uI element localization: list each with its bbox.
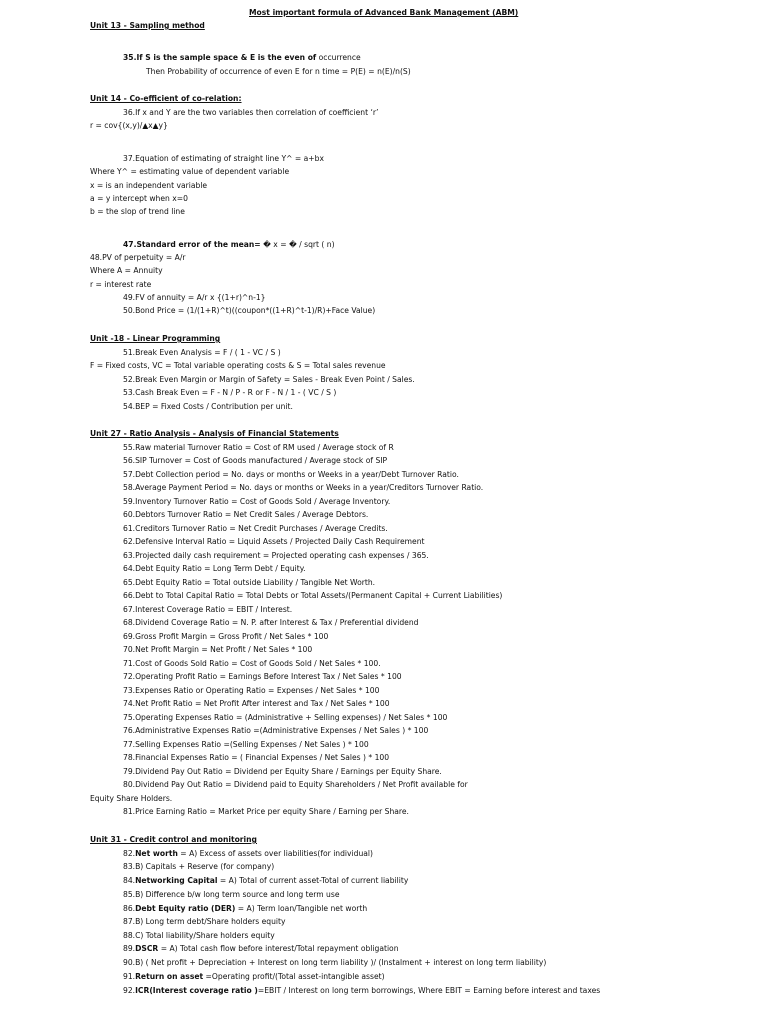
formula-58: 58.Average Payment Period = No. days or months or Weeks in a year/Creditors Turnover Ratio. — [123, 483, 484, 492]
unit-18-heading: Unit -18 - Linear Programming — [90, 334, 221, 343]
formula-92-bold: ICR(Interest coverage ratio ) — [135, 986, 258, 995]
formula-90: 90.B) ( Net profit + Depreciation + Interest on long term liability )/ (Instalment + interest on long term liability) — [123, 958, 547, 967]
unit-27-heading: Unit 27 - Ratio Analysis - Analysis of Financial Statements — [90, 429, 339, 438]
formula-71: 71.Cost of Goods Sold Ratio = Cost of Goods Sold / Net Sales * 100. — [123, 659, 381, 668]
formula-70: 70.Net Profit Margin = Net Profit / Net Sales * 100 — [123, 645, 313, 654]
formula-68: 68.Dividend Coverage Ratio = N. P. after Interest & Tax / Preferential dividend — [123, 618, 419, 627]
document-title: Most important formula of Advanced Bank Management (ABM) — [249, 8, 519, 17]
formula-72: 72.Operating Profit Ratio = Earnings Before Interest Tax / Net Sales * 100 — [123, 672, 402, 681]
formula-76: 76.Administrative Expenses Ratio =(Administrative Expenses / Net Sales ) * 100 — [123, 726, 429, 735]
formula-89-bold: DSCR — [135, 944, 159, 953]
formula-87: 87.B) Long term debt/Share holders equity — [123, 917, 286, 926]
formula-84 — [123, 876, 408, 886]
formula-63: 63.Projected daily cash requirement = Projected operating cash expenses / 365. — [123, 551, 429, 560]
formula-86-num: 86. — [123, 904, 136, 913]
unit-13-heading: Unit 13 - Sampling method — [90, 21, 205, 30]
formula-37-a: a = y intercept when x=0 — [90, 194, 188, 203]
formula-37: 37.Equation of estimating of straight line Y^ = a+bx — [123, 154, 324, 163]
formula-85: 85.B) Difference b/w long term source and long term use — [123, 890, 340, 899]
formula-48-where: Where A = Annuity — [90, 266, 163, 275]
formula-91-bold: Return on asset — [135, 972, 204, 981]
formula-35 — [123, 53, 361, 63]
formula-35-rest: occurrence — [316, 53, 361, 62]
formula-55: 55.Raw material Turnover Ratio = Cost of RM used / Average stock of R — [123, 443, 394, 452]
formula-37-b: b = the slop of trend line — [90, 207, 185, 216]
formula-73: 73.Expenses Ratio or Operating Ratio = Expenses / Net Sales * 100 — [123, 686, 380, 695]
formula-53: 53.Cash Break Even = F - N / P - R or F - N / 1 - ( VC / S ) — [123, 388, 337, 397]
formula-91 — [123, 972, 385, 982]
unit-14-heading: Unit 14 - Co-efficient of co-relation: — [90, 94, 242, 103]
formula-66: 66.Debt to Total Capital Ratio = Total Debts or Total Assets/(Permanent Capital + Current Liabilities) — [123, 591, 503, 600]
formula-74: 74.Net Profit Ratio = Net Profit After interest and Tax / Net Sales * 100 — [123, 699, 390, 708]
formula-91-num: 91. — [123, 972, 136, 981]
formula-86-bold: Debt Equity ratio (DER) — [135, 904, 236, 913]
formula-75: 75.Operating Expenses Ratio = (Administrative + Selling expenses) / Net Sales * 100 — [123, 713, 448, 722]
formula-47-rest: � x = � / sqrt ( n) — [260, 240, 335, 249]
formula-82-rest: = A) Excess of assets over liabilities(for individual) — [177, 849, 374, 858]
formula-54: 54.BEP = Fixed Costs / Contribution per unit. — [123, 402, 293, 411]
unit-31-heading: Unit 31 - Credit control and monitoring — [90, 835, 257, 844]
formula-67: 67.Interest Coverage Ratio = EBIT / Interest. — [123, 605, 293, 614]
formula-77: 77.Selling Expenses Ratio =(Selling Expenses / Net Sales ) * 100 — [123, 740, 369, 749]
formula-89-rest: = A) Total cash flow before interest/Total repayment obligation — [158, 944, 399, 953]
formula-35-detail: Then Probability of occurrence of even E for n time = P(E) = n(E)/n(S) — [146, 67, 411, 76]
formula-36: 36.If x and Y are the two variables then correlation of coefficient ‘r’ — [123, 108, 379, 117]
formula-48-r: r = interest rate — [90, 280, 152, 289]
formula-35-bold: 35.If S is the sample space & E is the even of — [123, 53, 317, 62]
formula-89-num: 89. — [123, 944, 136, 953]
formula-49: 49.FV of annuity = A/r x {(1+r)^n-1} — [123, 293, 266, 302]
formula-62: 62.Defensive Interval Ratio = Liquid Assets / Projected Daily Cash Requirement — [123, 537, 425, 546]
formula-61: 61.Creditors Turnover Ratio = Net Credit Purchases / Average Credits. — [123, 524, 388, 533]
formula-36-detail: r = cov{(x,y)/▲x▲y} — [90, 121, 168, 130]
formula-52: 52.Break Even Margin or Margin of Safety = Sales - Break Even Point / Sales. — [123, 375, 415, 384]
formula-47-bold: 47.Standard error of the mean= — [123, 240, 261, 249]
formula-64: 64.Debt Equity Ratio = Long Term Debt / Equity. — [123, 564, 306, 573]
formula-83: 83.B) Capitals + Reserve (for company) — [123, 862, 275, 871]
formula-65: 65.Debt Equity Ratio = Total outside Liability / Tangible Net Worth. — [123, 578, 376, 587]
formula-92-rest: =EBIT / Interest on long term borrowings, Where EBIT = Earning before interest and taxes — [257, 986, 601, 995]
formula-79: 79.Dividend Pay Out Ratio = Dividend per Equity Share / Earnings per Equity Share. — [123, 767, 442, 776]
formula-60: 60.Debtors Turnover Ratio = Net Credit Sales / Average Debtors. — [123, 510, 369, 519]
formula-50: 50.Bond Price = (1/(1+R)^t)((coupon*((1+R)^t-1)/R)+Face Value) — [123, 306, 376, 315]
formula-89 — [123, 944, 399, 954]
formula-37-x: x = is an independent variable — [90, 181, 208, 190]
formula-78: 78.Financial Expenses Ratio = ( Financial Expenses / Net Sales ) * 100 — [123, 753, 390, 762]
formula-81: 81.Price Earning Ratio = Market Price per equity Share / Earning per Share. — [123, 807, 409, 816]
formula-86 — [123, 904, 367, 914]
formula-86-rest: = A) Term loan/Tangible net worth — [235, 904, 368, 913]
formula-84-bold: Networking Capital — [135, 876, 218, 885]
formula-51-detail: F = Fixed costs, VC = Total variable operating costs & S = Total sales revenue — [90, 361, 386, 370]
formula-59: 59.Inventory Turnover Ratio = Cost of Goods Sold / Average Inventory. — [123, 497, 391, 506]
formula-56: 56.SIP Turnover = Cost of Goods manufactured / Average stock of SIP — [123, 456, 388, 465]
formula-80-cont: Equity Share Holders. — [90, 794, 173, 803]
formula-92 — [123, 986, 600, 996]
formula-47 — [123, 240, 335, 250]
formula-69: 69.Gross Profit Margin = Gross Profit / Net Sales * 100 — [123, 632, 329, 641]
formula-37-where: Where Y^ = estimating value of dependent variable — [90, 167, 290, 176]
formula-48: 48.PV of perpetuity = A/r — [90, 253, 186, 262]
formula-91-rest: =Operating profit/(Total asset-intangible asset) — [203, 972, 385, 981]
formula-84-num: 84. — [123, 876, 136, 885]
formula-84-rest: = A) Total of current asset-Total of current liability — [217, 876, 409, 885]
formula-80: 80.Dividend Pay Out Ratio = Dividend paid to Equity Shareholders / Net Profit available for — [123, 780, 468, 789]
formula-92-num: 92. — [123, 986, 136, 995]
formula-51: 51.Break Even Analysis = F / ( 1 - VC / S ) — [123, 348, 281, 357]
formula-82 — [123, 849, 373, 859]
formula-82-bold: Net worth — [135, 849, 178, 858]
formula-57: 57.Debt Collection period = No. days or months or Weeks in a year/Debt Turnover Ratio. — [123, 470, 459, 479]
formula-88: 88.C) Total liability/Share holders equity — [123, 931, 275, 940]
formula-82-num: 82. — [123, 849, 136, 858]
